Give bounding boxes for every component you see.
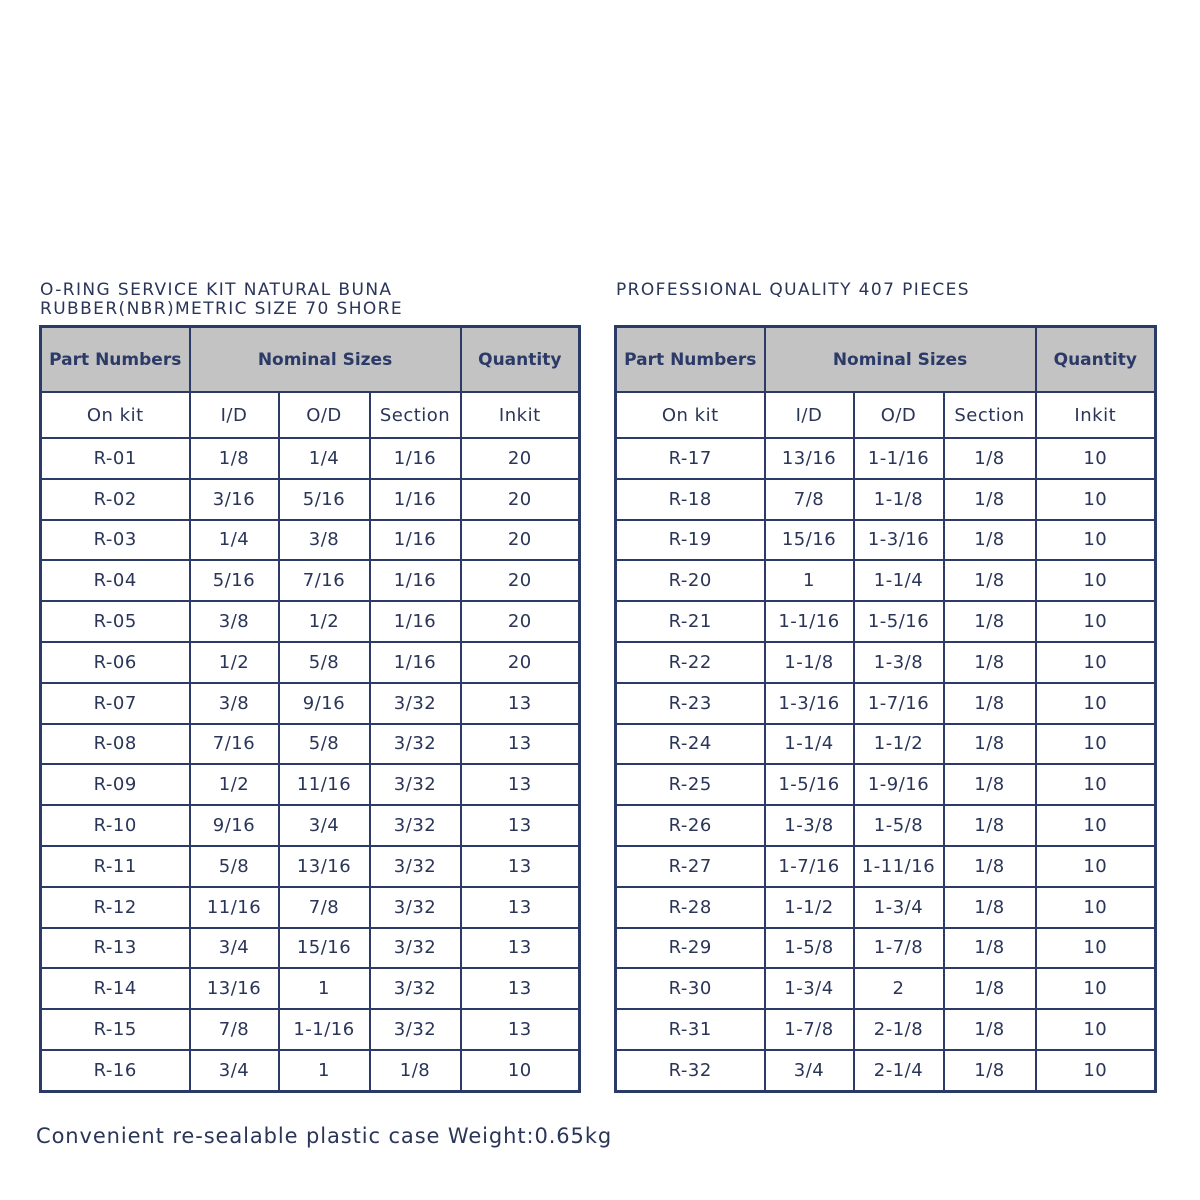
right-table-caption: PROFESSIONAL QUALITY 407 PIECES	[616, 280, 970, 300]
table-row	[41, 438, 580, 479]
part-number-cell: R-32	[616, 1050, 765, 1092]
quantity-cell: 10	[1036, 764, 1156, 805]
inner-diameter-cell: 3/4	[765, 1050, 854, 1092]
outer-diameter-cell: 1-7/16	[854, 683, 944, 724]
quantity-cell: 13	[461, 764, 580, 805]
inner-diameter-cell: 1/8	[190, 438, 279, 479]
part-number-cell: R-11	[41, 846, 190, 887]
od-subheader: O/D	[854, 392, 944, 438]
part-number-cell: R-12	[41, 887, 190, 928]
table-row	[616, 968, 1156, 1009]
table-body	[616, 438, 1156, 1092]
table-row	[41, 683, 580, 724]
part-number-cell: R-13	[41, 928, 190, 969]
part-number-cell: R-17	[616, 438, 765, 479]
quantity-cell: 10	[1036, 968, 1156, 1009]
section-cell: 1/8	[944, 764, 1036, 805]
id-subheader: I/D	[190, 392, 279, 438]
outer-diameter-cell: 1-5/16	[854, 601, 944, 642]
quantity-cell: 20	[461, 560, 580, 601]
quantity-cell: 20	[461, 520, 580, 561]
inner-diameter-cell: 3/4	[190, 1050, 279, 1092]
outer-diameter-cell: 1-1/4	[854, 560, 944, 601]
table-row	[41, 1050, 580, 1092]
quantity-cell: 10	[1036, 438, 1156, 479]
table-body	[41, 438, 580, 1092]
table-row	[41, 968, 580, 1009]
outer-diameter-cell: 1	[279, 968, 370, 1009]
inner-diameter-cell: 1-3/8	[765, 805, 854, 846]
table-row	[616, 683, 1156, 724]
part-numbers-header: Part Numbers	[616, 327, 765, 393]
quantity-cell: 20	[461, 479, 580, 520]
inner-diameter-cell: 1/2	[190, 642, 279, 683]
outer-diameter-cell: 5/8	[279, 724, 370, 765]
part-number-cell: R-27	[616, 846, 765, 887]
table-header-row	[616, 327, 1156, 393]
inner-diameter-cell: 5/8	[190, 846, 279, 887]
section-cell: 3/32	[370, 968, 461, 1009]
outer-diameter-cell: 1-1/8	[854, 479, 944, 520]
table-row	[41, 846, 580, 887]
outer-diameter-cell: 9/16	[279, 683, 370, 724]
section-cell: 1/8	[944, 479, 1036, 520]
part-numbers-header: Part Numbers	[41, 327, 190, 393]
inner-diameter-cell: 1-1/8	[765, 642, 854, 683]
inner-diameter-cell: 7/8	[190, 1009, 279, 1050]
part-number-cell: R-01	[41, 438, 190, 479]
section-cell: 1/8	[944, 520, 1036, 561]
quantity-cell: 10	[461, 1050, 580, 1092]
outer-diameter-cell: 5/8	[279, 642, 370, 683]
outer-diameter-cell: 7/8	[279, 887, 370, 928]
table-row	[616, 887, 1156, 928]
inner-diameter-cell: 1/4	[190, 520, 279, 561]
on-kit-subheader: On kit	[616, 392, 765, 438]
outer-diameter-cell: 1-11/16	[854, 846, 944, 887]
nominal-sizes-header: Nominal Sizes	[190, 327, 461, 393]
outer-diameter-cell: 3/8	[279, 520, 370, 561]
table-row	[616, 560, 1156, 601]
section-cell: 3/32	[370, 805, 461, 846]
table-row	[41, 928, 580, 969]
part-number-cell: R-29	[616, 928, 765, 969]
inner-diameter-cell: 7/16	[190, 724, 279, 765]
outer-diameter-cell: 15/16	[279, 928, 370, 969]
part-number-cell: R-08	[41, 724, 190, 765]
section-cell: 1/8	[944, 928, 1036, 969]
section-cell: 1/8	[944, 805, 1036, 846]
quantity-cell: 13	[461, 968, 580, 1009]
part-number-cell: R-24	[616, 724, 765, 765]
section-cell: 1/16	[370, 520, 461, 561]
inner-diameter-cell: 1	[765, 560, 854, 601]
table-row	[616, 764, 1156, 805]
quantity-cell: 13	[461, 928, 580, 969]
outer-diameter-cell: 1/4	[279, 438, 370, 479]
part-number-cell: R-04	[41, 560, 190, 601]
part-number-cell: R-14	[41, 968, 190, 1009]
inner-diameter-cell: 13/16	[190, 968, 279, 1009]
section-cell: 1/8	[944, 601, 1036, 642]
table-row	[616, 520, 1156, 561]
inner-diameter-cell: 1-1/4	[765, 724, 854, 765]
quantity-cell: 10	[1036, 642, 1156, 683]
inner-diameter-cell: 1-5/8	[765, 928, 854, 969]
section-cell: 3/32	[370, 887, 461, 928]
footer-note: Convenient re-sealable plastic case Weight:0.65kg	[36, 1124, 613, 1148]
oring-table-right	[614, 325, 1157, 1093]
section-cell: 1/8	[944, 683, 1036, 724]
table-row	[616, 1050, 1156, 1092]
quantity-cell: 10	[1036, 724, 1156, 765]
part-number-cell: R-16	[41, 1050, 190, 1092]
left-caption-line-2: RUBBER(NBR)METRIC SIZE 70 SHORE	[40, 299, 404, 319]
section-subheader: Section	[370, 392, 461, 438]
part-number-cell: R-03	[41, 520, 190, 561]
quantity-cell: 10	[1036, 520, 1156, 561]
table-row	[41, 479, 580, 520]
inner-diameter-cell: 1/2	[190, 764, 279, 805]
inkit-subheader: Inkit	[1036, 392, 1156, 438]
section-cell: 1/8	[944, 1009, 1036, 1050]
quantity-cell: 10	[1036, 846, 1156, 887]
inkit-subheader: Inkit	[461, 392, 580, 438]
outer-diameter-cell: 1-1/16	[279, 1009, 370, 1050]
section-cell: 3/32	[370, 1009, 461, 1050]
part-number-cell: R-20	[616, 560, 765, 601]
part-number-cell: R-23	[616, 683, 765, 724]
quantity-cell: 13	[461, 887, 580, 928]
quantity-cell: 20	[461, 642, 580, 683]
part-number-cell: R-31	[616, 1009, 765, 1050]
section-cell: 3/32	[370, 846, 461, 887]
outer-diameter-cell: 7/16	[279, 560, 370, 601]
table-row	[41, 642, 580, 683]
inner-diameter-cell: 5/16	[190, 560, 279, 601]
inner-diameter-cell: 1-1/2	[765, 887, 854, 928]
section-cell: 3/32	[370, 764, 461, 805]
quantity-cell: 13	[461, 1009, 580, 1050]
section-cell: 1/8	[944, 1050, 1036, 1092]
part-number-cell: R-26	[616, 805, 765, 846]
quantity-cell: 10	[1036, 805, 1156, 846]
outer-diameter-cell: 2-1/8	[854, 1009, 944, 1050]
inner-diameter-cell: 11/16	[190, 887, 279, 928]
left-table-caption	[40, 281, 403, 319]
oring-table-left	[39, 325, 581, 1093]
section-subheader: Section	[944, 392, 1036, 438]
part-number-cell: R-21	[616, 601, 765, 642]
part-number-cell: R-05	[41, 601, 190, 642]
quantity-cell: 20	[461, 438, 580, 479]
quantity-cell: 10	[1036, 683, 1156, 724]
section-cell: 1/16	[370, 642, 461, 683]
part-number-cell: R-07	[41, 683, 190, 724]
section-cell: 1/8	[370, 1050, 461, 1092]
table-row	[41, 560, 580, 601]
section-cell: 3/32	[370, 683, 461, 724]
table-row	[41, 601, 580, 642]
outer-diameter-cell: 3/4	[279, 805, 370, 846]
section-cell: 1/8	[944, 724, 1036, 765]
part-number-cell: R-25	[616, 764, 765, 805]
table-row	[616, 805, 1156, 846]
outer-diameter-cell: 1-9/16	[854, 764, 944, 805]
table-row	[616, 846, 1156, 887]
part-number-cell: R-18	[616, 479, 765, 520]
table-row	[616, 479, 1156, 520]
inner-diameter-cell: 1-5/16	[765, 764, 854, 805]
table-row	[616, 601, 1156, 642]
inner-diameter-cell: 3/8	[190, 601, 279, 642]
part-number-cell: R-30	[616, 968, 765, 1009]
table-row	[41, 1009, 580, 1050]
outer-diameter-cell: 2-1/4	[854, 1050, 944, 1092]
section-cell: 1/16	[370, 601, 461, 642]
table-row	[616, 438, 1156, 479]
quantity-cell: 13	[461, 724, 580, 765]
inner-diameter-cell: 3/16	[190, 479, 279, 520]
outer-diameter-cell: 1/2	[279, 601, 370, 642]
quantity-cell: 13	[461, 846, 580, 887]
inner-diameter-cell: 9/16	[190, 805, 279, 846]
table-row	[41, 805, 580, 846]
part-number-cell: R-19	[616, 520, 765, 561]
id-subheader: I/D	[765, 392, 854, 438]
quantity-cell: 20	[461, 601, 580, 642]
part-number-cell: R-22	[616, 642, 765, 683]
on-kit-subheader: On kit	[41, 392, 190, 438]
outer-diameter-cell: 13/16	[279, 846, 370, 887]
outer-diameter-cell: 1-1/2	[854, 724, 944, 765]
outer-diameter-cell: 1-5/8	[854, 805, 944, 846]
section-cell: 1/8	[944, 642, 1036, 683]
outer-diameter-cell: 5/16	[279, 479, 370, 520]
table-row	[616, 642, 1156, 683]
part-number-cell: R-15	[41, 1009, 190, 1050]
part-number-cell: R-02	[41, 479, 190, 520]
outer-diameter-cell: 1	[279, 1050, 370, 1092]
table-row	[41, 764, 580, 805]
outer-diameter-cell: 1-3/16	[854, 520, 944, 561]
inner-diameter-cell: 7/8	[765, 479, 854, 520]
inner-diameter-cell: 1-7/16	[765, 846, 854, 887]
section-cell: 1/8	[944, 887, 1036, 928]
part-number-cell: R-09	[41, 764, 190, 805]
inner-diameter-cell: 1-1/16	[765, 601, 854, 642]
quantity-cell: 10	[1036, 479, 1156, 520]
od-subheader: O/D	[279, 392, 370, 438]
inner-diameter-cell: 15/16	[765, 520, 854, 561]
section-cell: 3/32	[370, 724, 461, 765]
table-row	[616, 928, 1156, 969]
table-subheader-row	[616, 392, 1156, 438]
nominal-sizes-header: Nominal Sizes	[765, 327, 1036, 393]
quantity-cell: 10	[1036, 1050, 1156, 1092]
table-row	[41, 520, 580, 561]
table-row	[616, 1009, 1156, 1050]
quantity-cell: 10	[1036, 1009, 1156, 1050]
quantity-cell: 13	[461, 805, 580, 846]
outer-diameter-cell: 1-1/16	[854, 438, 944, 479]
section-cell: 1/8	[944, 560, 1036, 601]
table-row	[41, 887, 580, 928]
outer-diameter-cell: 1-3/4	[854, 887, 944, 928]
inner-diameter-cell: 3/8	[190, 683, 279, 724]
quantity-cell: 10	[1036, 887, 1156, 928]
outer-diameter-cell: 1-7/8	[854, 928, 944, 969]
quantity-cell: 13	[461, 683, 580, 724]
part-number-cell: R-10	[41, 805, 190, 846]
section-cell: 1/16	[370, 560, 461, 601]
quantity-cell: 10	[1036, 928, 1156, 969]
table-row	[616, 724, 1156, 765]
section-cell: 1/16	[370, 438, 461, 479]
outer-diameter-cell: 11/16	[279, 764, 370, 805]
part-number-cell: R-06	[41, 642, 190, 683]
inner-diameter-cell: 1-3/4	[765, 968, 854, 1009]
outer-diameter-cell: 2	[854, 968, 944, 1009]
quantity-cell: 10	[1036, 560, 1156, 601]
table-row	[41, 724, 580, 765]
section-cell: 1/16	[370, 479, 461, 520]
inner-diameter-cell: 13/16	[765, 438, 854, 479]
table-subheader-row	[41, 392, 580, 438]
quantity-header: Quantity	[461, 327, 580, 393]
table-header-row	[41, 327, 580, 393]
inner-diameter-cell: 1-3/16	[765, 683, 854, 724]
section-cell: 1/8	[944, 846, 1036, 887]
quantity-header: Quantity	[1036, 327, 1156, 393]
section-cell: 3/32	[370, 928, 461, 969]
left-caption-line-1: O-RING SERVICE KIT NATURAL BUNA	[40, 280, 393, 300]
inner-diameter-cell: 1-7/8	[765, 1009, 854, 1050]
outer-diameter-cell: 1-3/8	[854, 642, 944, 683]
inner-diameter-cell: 3/4	[190, 928, 279, 969]
section-cell: 1/8	[944, 968, 1036, 1009]
quantity-cell: 10	[1036, 601, 1156, 642]
part-number-cell: R-28	[616, 887, 765, 928]
section-cell: 1/8	[944, 438, 1036, 479]
